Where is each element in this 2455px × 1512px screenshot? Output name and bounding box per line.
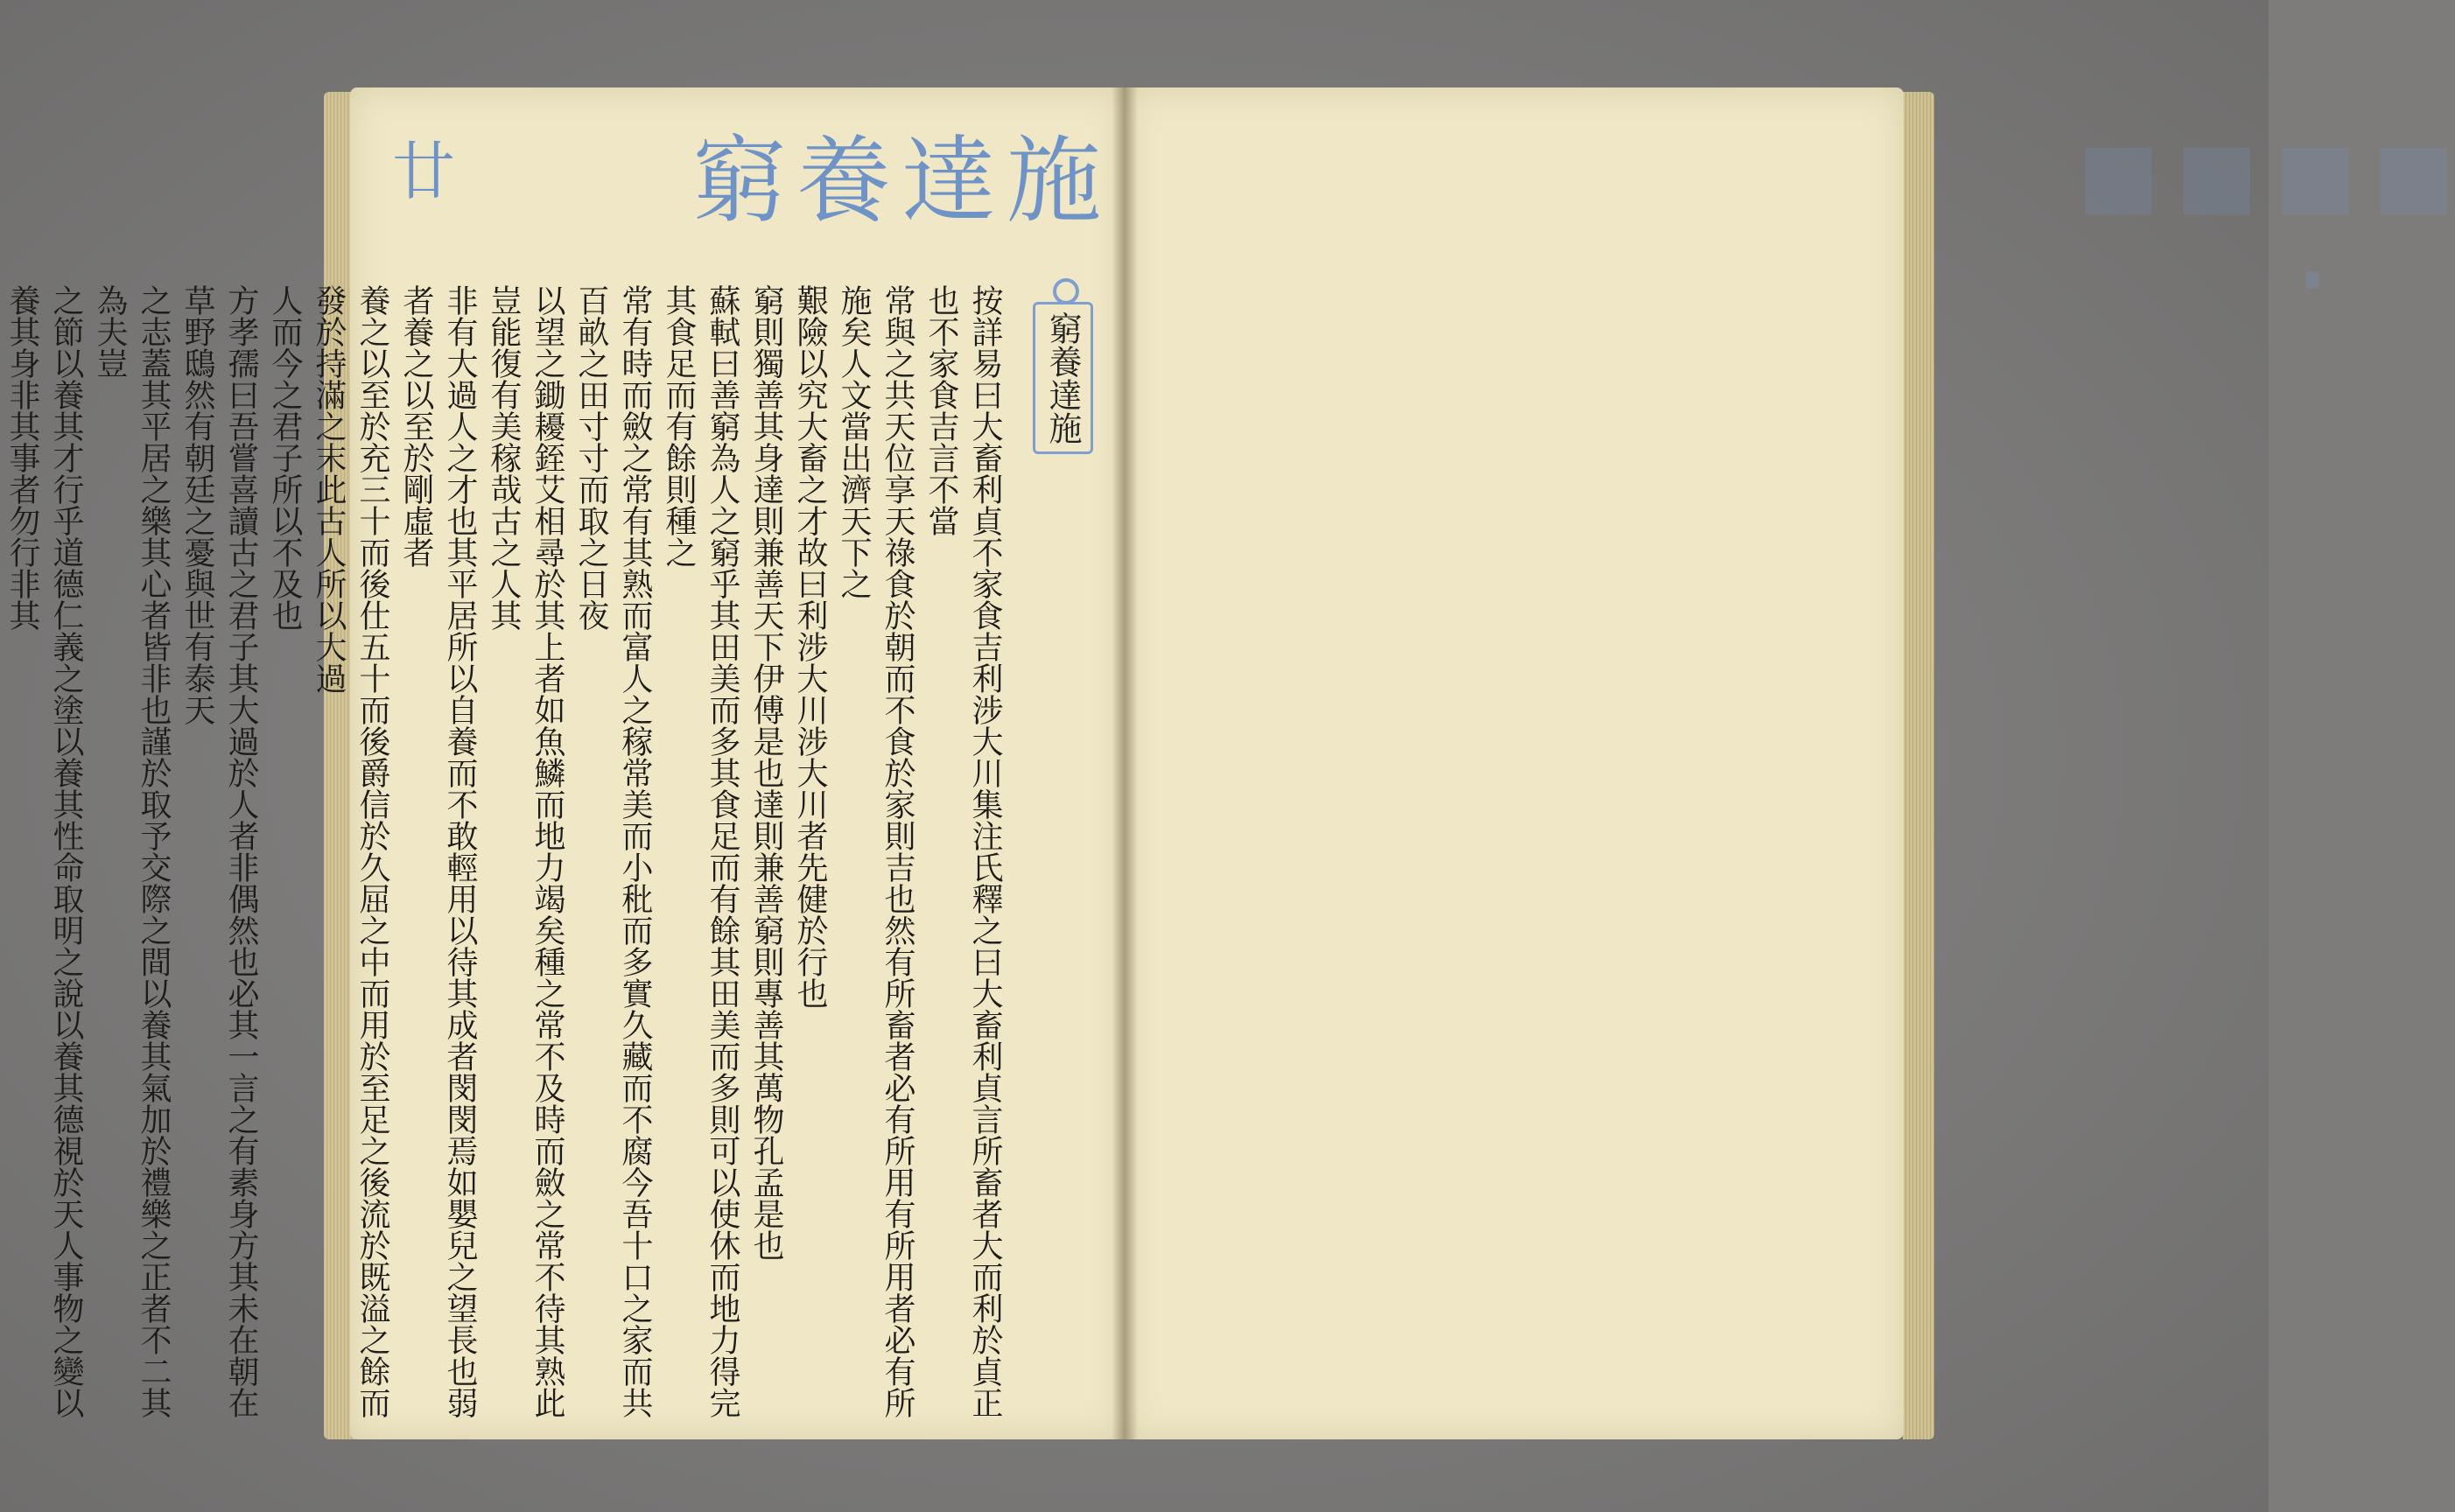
page-title: 窮養達施 (691, 127, 1112, 236)
text-column: 方孝孺曰吾嘗喜讀古之君子其大過於人者非偶然也必其一言之有素身方其未在朝在草野鴟然有朝廷之憂與世有泰天 (179, 284, 259, 1418)
left-page (4, 88, 1125, 1439)
text-column: 養之以至於充三十而後仕五十而後爵信於久屈之中而用於至足之後流於既溢之餘而發於持滿之末此古人所以大過 (311, 284, 390, 1418)
text-column: 之節以養其才行乎道德仁義之塗以養其性命取明之說以養其德視於天人事物之變以養其身非其事者勿行非其 (4, 284, 84, 1418)
text-column: 常有時而斂之常有其熟而富人之稼常美而小秕而多實久藏而不腐今吾十口之家而共百畝之田寸寸而取之日夜 (573, 284, 653, 1418)
text-column: 按詳易曰大畜利貞不家食吉利涉大川集注氏釋之曰大畜利貞言所畜者大而利於貞正也不家食吉言不當 (923, 284, 1003, 1418)
text-column: 窮則獨善其身達則兼善天下伊傅是也達則兼善窮則專善其萬物孔孟是也 (748, 284, 784, 1261)
text-column: 非有大過人之才也其平居所以自養而不敢輕用以待其成者閔閔焉如嬰兒之望長也弱者養之以至於剛虛者 (398, 284, 478, 1418)
text-column: 人而今之君子所以不及也 (267, 284, 303, 631)
circle-mark-icon (1053, 278, 1079, 304)
bleed-through-ink: ■■■■ (2061, 122, 2455, 225)
book-gutter (1112, 88, 1138, 1439)
section-heading: 窮養達施 (1033, 302, 1093, 454)
manuscript-text (4, 284, 1007, 1422)
text-column: 蘇軾曰善窮為人之窮乎其田美而多其食足而有餘其田美而多則可以使休而地力得完其食足而有餘則種之 (661, 284, 740, 1418)
bleed-through-mark (2306, 271, 2318, 289)
right-page (1125, 88, 2455, 1439)
text-column: 以望之鋤耰銍艾相尋於其上者如魚鱗而地力竭矣種之常不及時而斂之常不待其熟此豈能復有美稼哉古之人其 (486, 284, 565, 1418)
open-book (4, 83, 2455, 1448)
text-column: 艱險以究大畜之才故曰利涉大川涉大川者先健於行也 (792, 284, 828, 1009)
right-page-edges (1903, 92, 1934, 1439)
text-column: 常與之共天位享天祿食於朝而不食於家則吉也然有所畜者必有所用有所用者必有所施矣人文當出濟天下之 (836, 284, 915, 1418)
text-column: 之志蓋其平居之樂其心者皆非也謹於取予交際之間以養其氣加於禮樂之正者不二其為夫豈 (92, 284, 172, 1418)
page-number: 廿 (392, 135, 456, 208)
